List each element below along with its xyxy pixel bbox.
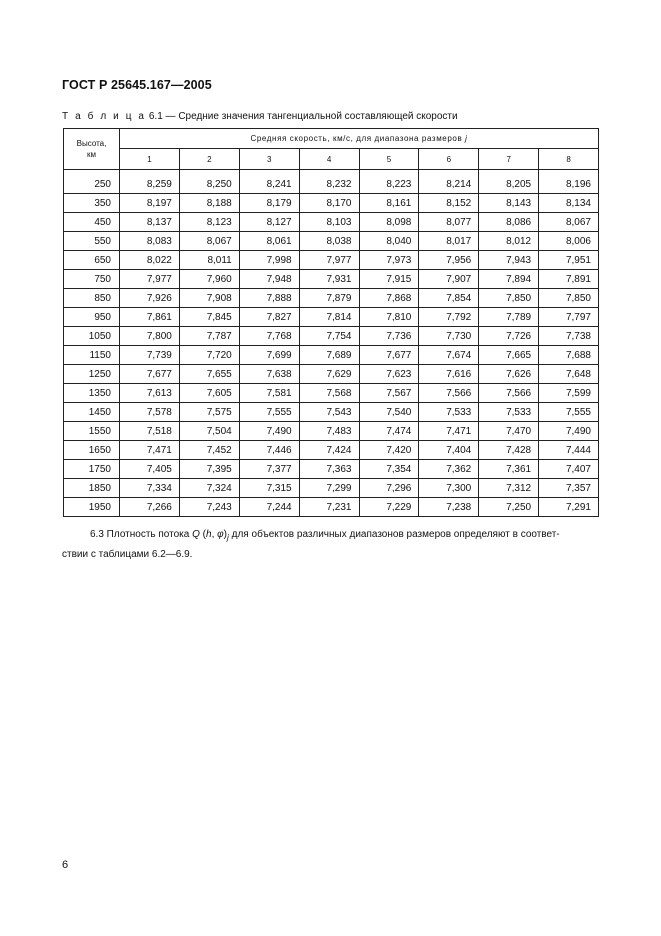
velocity-cell: 7,540 <box>359 403 419 422</box>
velocity-cell: 8,196 <box>539 175 599 194</box>
height-cell: 250 <box>64 175 120 194</box>
table-caption <box>62 111 458 122</box>
velocity-cell: 7,518 <box>120 422 180 441</box>
velocity-cell: 7,792 <box>419 308 479 327</box>
para-text-c: , <box>211 529 218 540</box>
velocity-cell: 7,296 <box>359 479 419 498</box>
velocity-cell: 7,363 <box>299 460 359 479</box>
table-row <box>64 365 599 384</box>
velocity-cell: 7,428 <box>479 441 539 460</box>
height-cell: 750 <box>64 270 120 289</box>
velocity-cell: 8,137 <box>120 213 180 232</box>
velocity-cell: 8,067 <box>539 213 599 232</box>
velocity-cell: 7,377 <box>239 460 299 479</box>
height-column-header <box>64 129 120 170</box>
velocity-cell: 7,578 <box>120 403 180 422</box>
velocity-cell: 7,787 <box>179 327 239 346</box>
velocity-cell: 7,599 <box>539 384 599 403</box>
velocity-cell: 7,555 <box>239 403 299 422</box>
velocity-cell: 8,083 <box>120 232 180 251</box>
velocity-cell: 7,533 <box>479 403 539 422</box>
velocity-cell: 8,241 <box>239 175 299 194</box>
velocity-cell: 7,956 <box>419 251 479 270</box>
velocity-cell: 8,017 <box>419 232 479 251</box>
velocity-cell: 7,926 <box>120 289 180 308</box>
velocity-cell: 7,581 <box>239 384 299 403</box>
velocity-cell: 7,613 <box>120 384 180 403</box>
para-var-q: Q <box>192 529 200 540</box>
velocity-cell: 7,629 <box>299 365 359 384</box>
velocity-cell: 8,127 <box>239 213 299 232</box>
velocity-cell: 7,894 <box>479 270 539 289</box>
velocity-cell: 7,300 <box>419 479 479 498</box>
paragraph-line-1 <box>62 526 602 546</box>
velocity-cell: 7,827 <box>239 308 299 327</box>
table-caption-text: 6.1 — Средние значения тангенциальной составляющей скорости <box>146 111 458 122</box>
velocity-cell: 7,405 <box>120 460 180 479</box>
velocity-cell: 7,568 <box>299 384 359 403</box>
size-range-header-2: 2 <box>179 149 239 170</box>
velocity-cell: 7,471 <box>120 441 180 460</box>
velocity-cell: 8,179 <box>239 194 299 213</box>
velocity-cell: 7,810 <box>359 308 419 327</box>
velocity-cell: 7,861 <box>120 308 180 327</box>
size-range-header-7: 7 <box>479 149 539 170</box>
velocity-cell: 7,854 <box>419 289 479 308</box>
velocity-cell: 8,232 <box>299 175 359 194</box>
velocity-cell: 8,161 <box>359 194 419 213</box>
velocity-cell: 7,229 <box>359 498 419 517</box>
velocity-cell: 7,674 <box>419 346 479 365</box>
velocity-cell: 8,197 <box>120 194 180 213</box>
velocity-cell: 7,973 <box>359 251 419 270</box>
velocity-cell: 7,626 <box>479 365 539 384</box>
velocity-cell: 7,334 <box>120 479 180 498</box>
velocity-cell: 7,543 <box>299 403 359 422</box>
velocity-cell: 8,012 <box>479 232 539 251</box>
velocity-cell: 7,291 <box>539 498 599 517</box>
size-range-header-8: 8 <box>539 149 599 170</box>
height-cell: 350 <box>64 194 120 213</box>
velocity-cell: 7,754 <box>299 327 359 346</box>
velocity-cell: 7,575 <box>179 403 239 422</box>
height-cell: 1550 <box>64 422 120 441</box>
table-row <box>64 175 599 194</box>
velocity-cell: 7,444 <box>539 441 599 460</box>
paragraph-line-2: ствии с таблицами 6.2—6.9. <box>62 549 193 560</box>
velocity-cell: 7,315 <box>239 479 299 498</box>
velocity-cell: 7,474 <box>359 422 419 441</box>
velocity-cell: 8,086 <box>479 213 539 232</box>
velocity-cell: 7,407 <box>539 460 599 479</box>
velocity-cell: 7,395 <box>179 460 239 479</box>
table-row <box>64 270 599 289</box>
velocity-cell: 7,797 <box>539 308 599 327</box>
velocity-cell: 7,699 <box>239 346 299 365</box>
velocity-cell: 7,483 <box>299 422 359 441</box>
height-cell: 1450 <box>64 403 120 422</box>
velocity-cell: 7,250 <box>479 498 539 517</box>
size-range-header-6: 6 <box>419 149 479 170</box>
table-row <box>64 479 599 498</box>
velocity-cell: 7,960 <box>179 270 239 289</box>
velocity-cell: 7,404 <box>419 441 479 460</box>
velocity-cell: 7,814 <box>299 308 359 327</box>
velocity-cell: 8,040 <box>359 232 419 251</box>
velocity-cell: 8,134 <box>539 194 599 213</box>
table-row <box>64 251 599 270</box>
velocity-cell: 8,152 <box>419 194 479 213</box>
velocity-cell: 7,665 <box>479 346 539 365</box>
height-cell: 1250 <box>64 365 120 384</box>
velocity-cell: 7,299 <box>299 479 359 498</box>
velocity-cell: 7,891 <box>539 270 599 289</box>
size-range-header-1: 1 <box>120 149 180 170</box>
velocity-cell: 7,566 <box>479 384 539 403</box>
velocity-cell: 7,471 <box>419 422 479 441</box>
group-header-variable: j <box>465 134 468 143</box>
velocity-cell: 8,205 <box>479 175 539 194</box>
velocity-cell: 7,845 <box>179 308 239 327</box>
group-header-text: Средняя скорость, км/с, для диапазона размеров <box>250 134 466 143</box>
velocity-cell: 7,915 <box>359 270 419 289</box>
velocity-cell: 7,768 <box>239 327 299 346</box>
para-text-a: 6.3 Плотность потока <box>90 529 193 540</box>
velocity-cell: 8,143 <box>479 194 539 213</box>
velocity-cell: 8,259 <box>120 175 180 194</box>
paragraph-6-3 <box>62 526 602 563</box>
velocity-cell: 7,357 <box>539 479 599 498</box>
table-caption-prefix: Т а б л и ц а <box>62 111 147 122</box>
table-row <box>64 194 599 213</box>
velocity-cell: 7,689 <box>299 346 359 365</box>
velocity-cell: 7,243 <box>179 498 239 517</box>
velocity-cell: 7,490 <box>539 422 599 441</box>
velocity-cell: 8,188 <box>179 194 239 213</box>
velocity-cell: 7,424 <box>299 441 359 460</box>
velocity-cell: 7,688 <box>539 346 599 365</box>
velocity-cell: 8,038 <box>299 232 359 251</box>
table-row <box>64 232 599 251</box>
velocity-cell: 7,420 <box>359 441 419 460</box>
velocity-cell: 7,616 <box>419 365 479 384</box>
velocity-cell: 7,638 <box>239 365 299 384</box>
velocity-cell: 7,720 <box>179 346 239 365</box>
table-row <box>64 460 599 479</box>
height-header-unit: км <box>87 150 96 159</box>
velocity-cell: 7,998 <box>239 251 299 270</box>
velocity-cell: 8,123 <box>179 213 239 232</box>
velocity-cell: 7,888 <box>239 289 299 308</box>
velocity-cell: 7,739 <box>120 346 180 365</box>
velocity-cell: 8,214 <box>419 175 479 194</box>
velocity-cell: 7,362 <box>419 460 479 479</box>
page-number: 6 <box>62 859 69 871</box>
velocity-cell: 7,533 <box>419 403 479 422</box>
height-cell: 550 <box>64 232 120 251</box>
velocity-cell: 7,677 <box>359 346 419 365</box>
velocity-cell: 7,567 <box>359 384 419 403</box>
table-row <box>64 213 599 232</box>
table-row <box>64 346 599 365</box>
size-range-header-5: 5 <box>359 149 419 170</box>
table-row <box>64 308 599 327</box>
velocity-cell: 7,504 <box>179 422 239 441</box>
height-cell: 1750 <box>64 460 120 479</box>
velocity-cell: 7,490 <box>239 422 299 441</box>
velocity-cell: 7,238 <box>419 498 479 517</box>
velocity-cell: 7,931 <box>299 270 359 289</box>
velocity-cell: 7,231 <box>299 498 359 517</box>
velocity-cell: 7,244 <box>239 498 299 517</box>
velocity-cell: 8,006 <box>539 232 599 251</box>
para-var-phi: φ <box>217 529 224 540</box>
height-cell: 1050 <box>64 327 120 346</box>
velocity-cell: 8,022 <box>120 251 180 270</box>
table-row <box>64 498 599 517</box>
height-header-label: Высота, <box>76 139 107 148</box>
velocity-cell: 7,879 <box>299 289 359 308</box>
size-range-header-3: 3 <box>239 149 299 170</box>
velocity-cell: 7,977 <box>299 251 359 270</box>
height-cell: 850 <box>64 289 120 308</box>
velocity-cell: 7,850 <box>479 289 539 308</box>
height-cell: 1850 <box>64 479 120 498</box>
velocity-cell: 7,948 <box>239 270 299 289</box>
velocity-table <box>63 128 599 517</box>
table-row <box>64 289 599 308</box>
velocity-cell: 8,011 <box>179 251 239 270</box>
height-cell: 450 <box>64 213 120 232</box>
velocity-cell: 7,908 <box>179 289 239 308</box>
velocity-cell: 7,452 <box>179 441 239 460</box>
table-row <box>64 441 599 460</box>
velocity-cell: 7,789 <box>479 308 539 327</box>
velocity-cell: 7,446 <box>239 441 299 460</box>
height-cell: 1150 <box>64 346 120 365</box>
table-row <box>64 403 599 422</box>
velocity-cell: 7,726 <box>479 327 539 346</box>
document-code: ГОСТ Р 25645.167—2005 <box>62 78 212 92</box>
velocity-cell: 8,250 <box>179 175 239 194</box>
para-sub-j: j <box>227 532 229 542</box>
velocity-cell: 7,907 <box>419 270 479 289</box>
velocity-cell: 7,850 <box>539 289 599 308</box>
velocity-cell: 7,324 <box>179 479 239 498</box>
velocity-cell: 7,868 <box>359 289 419 308</box>
velocity-cell: 7,977 <box>120 270 180 289</box>
velocity-cell: 8,223 <box>359 175 419 194</box>
velocity-cell: 7,312 <box>479 479 539 498</box>
velocity-cell: 7,800 <box>120 327 180 346</box>
velocity-cell: 8,067 <box>179 232 239 251</box>
velocity-cell: 7,354 <box>359 460 419 479</box>
velocity-cell: 7,738 <box>539 327 599 346</box>
velocity-cell: 7,266 <box>120 498 180 517</box>
para-text-e: для объектов различных диапазонов размеров определяют в соответ- <box>228 529 560 540</box>
para-text-d: ) <box>223 529 227 540</box>
size-range-header-4: 4 <box>299 149 359 170</box>
velocity-cell: 7,730 <box>419 327 479 346</box>
height-cell: 1950 <box>64 498 120 517</box>
height-cell: 650 <box>64 251 120 270</box>
velocity-cell: 7,951 <box>539 251 599 270</box>
table-row <box>64 422 599 441</box>
velocity-cell: 7,470 <box>479 422 539 441</box>
para-var-h: h <box>206 529 212 540</box>
velocity-cell: 7,605 <box>179 384 239 403</box>
velocity-cell: 7,655 <box>179 365 239 384</box>
velocity-cell: 7,623 <box>359 365 419 384</box>
height-cell: 950 <box>64 308 120 327</box>
velocity-cell: 7,677 <box>120 365 180 384</box>
velocity-group-header <box>120 129 599 149</box>
velocity-cell: 7,361 <box>479 460 539 479</box>
velocity-cell: 8,170 <box>299 194 359 213</box>
velocity-cell: 7,648 <box>539 365 599 384</box>
velocity-cell: 8,077 <box>419 213 479 232</box>
velocity-cell: 7,555 <box>539 403 599 422</box>
velocity-cell: 8,098 <box>359 213 419 232</box>
table-row <box>64 327 599 346</box>
table-row <box>64 384 599 403</box>
height-cell: 1650 <box>64 441 120 460</box>
para-text-b: ( <box>199 529 206 540</box>
height-cell: 1350 <box>64 384 120 403</box>
velocity-cell: 8,103 <box>299 213 359 232</box>
velocity-cell: 7,943 <box>479 251 539 270</box>
velocity-cell: 7,566 <box>419 384 479 403</box>
velocity-cell: 7,736 <box>359 327 419 346</box>
velocity-cell: 8,061 <box>239 232 299 251</box>
